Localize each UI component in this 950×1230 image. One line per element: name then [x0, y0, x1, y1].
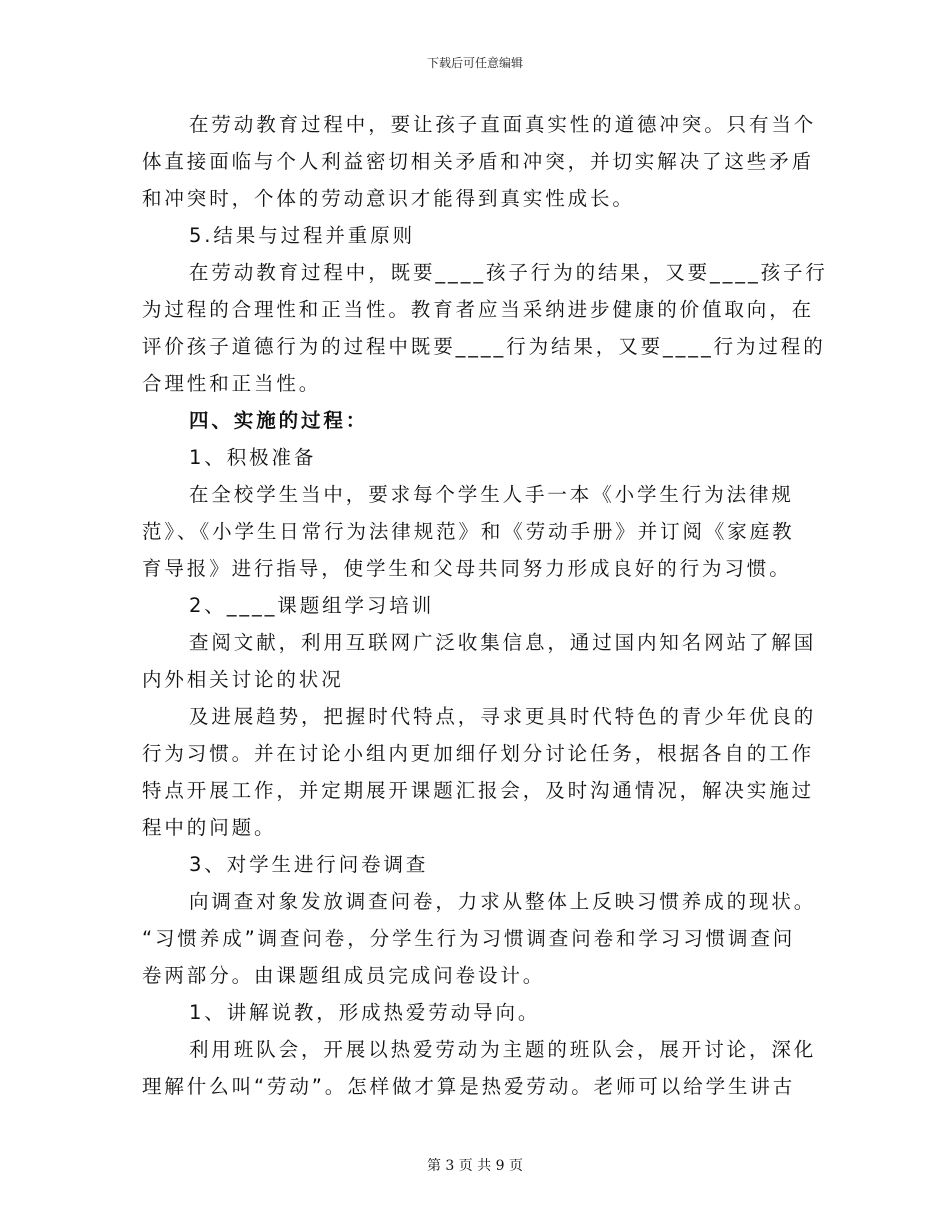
text-line: 特点开展工作，并定期展开课题汇报会，及时沟通情况，解决实施过	[142, 779, 815, 802]
text-line: 为过程的合理性和正当性。教育者应当采纳进步健康的价值取向，在	[142, 298, 815, 321]
text-line: 育导报》进行指导，使学生和父母共同努力形成良好的行为习惯。	[142, 557, 792, 580]
text-line: 在全校学生当中，要求每个学生人手一本《小学生行为法律规	[189, 483, 794, 506]
text-line: 在劳动教育过程中，要让孩子直面真实性的道德冲突。只有当个	[189, 113, 817, 136]
page-header: 下载后可任意编辑	[426, 56, 523, 70]
text-line: 在劳动教育过程中，既要____孩子行为的结果，又要____孩子行	[189, 261, 828, 284]
text-line: 合理性和正当性。	[142, 372, 322, 395]
text-line: 利用班队会，开展以热爱劳动为主题的班队会，展开讨论，深化	[189, 1038, 817, 1061]
text-line: “习惯养成”调查问卷，分学生行为习惯调查问卷和学习习惯调查问	[142, 927, 796, 950]
text-line: 向调查对象发放调查问卷，力求从整体上反映习惯养成的现状。	[189, 890, 817, 913]
text-line: 卷两部分。由课题组成员完成问卷设计。	[142, 964, 546, 987]
text-line: 3、对学生进行问卷调查	[189, 853, 429, 876]
text-line: 行为习惯。并在讨论小组内更加细仔划分讨论任务，根据各自的工作	[142, 742, 815, 765]
text-line: 评价孩子道德行为的过程中既要____行为结果，又要____行为过程的	[142, 335, 826, 358]
text-line: 理解什么叫“劳动”。怎样做才算是热爱劳动。老师可以给学生讲古	[142, 1075, 796, 1098]
text-line: 1、积极准备	[189, 446, 317, 469]
text-line: 及进展趋势，把握时代特点，寻求更具时代特色的青少年优良的	[189, 705, 817, 728]
text-line: 查阅文献，利用互联网广泛收集信息，通过国内知名网站了解国	[189, 631, 817, 654]
text-line: 程中的问题。	[142, 816, 277, 839]
text-line: 1、讲解说教，形成热爱劳动导向。	[189, 1001, 541, 1024]
text-line: 范》、《小学生日常行为法律规范》和《劳动手册》并订阅《家庭教	[142, 520, 795, 543]
text-line: 2、____课题组学习培训	[189, 594, 435, 617]
text-line: 和冲突时，个体的劳动意识才能得到真实性成长。	[142, 187, 635, 210]
text-line: 内外相关讨论的状况	[142, 668, 344, 691]
page-footer: 第 3 页 共 9 页	[426, 1158, 524, 1174]
section-heading: 四、实施的过程：	[189, 409, 369, 432]
document-body	[142, 106, 828, 1105]
text-line: 5.结果与过程并重原则	[189, 224, 416, 247]
text-line: 体直接面临与个人利益密切相关矛盾和冲突，并切实解决了这些矛盾	[142, 150, 815, 173]
